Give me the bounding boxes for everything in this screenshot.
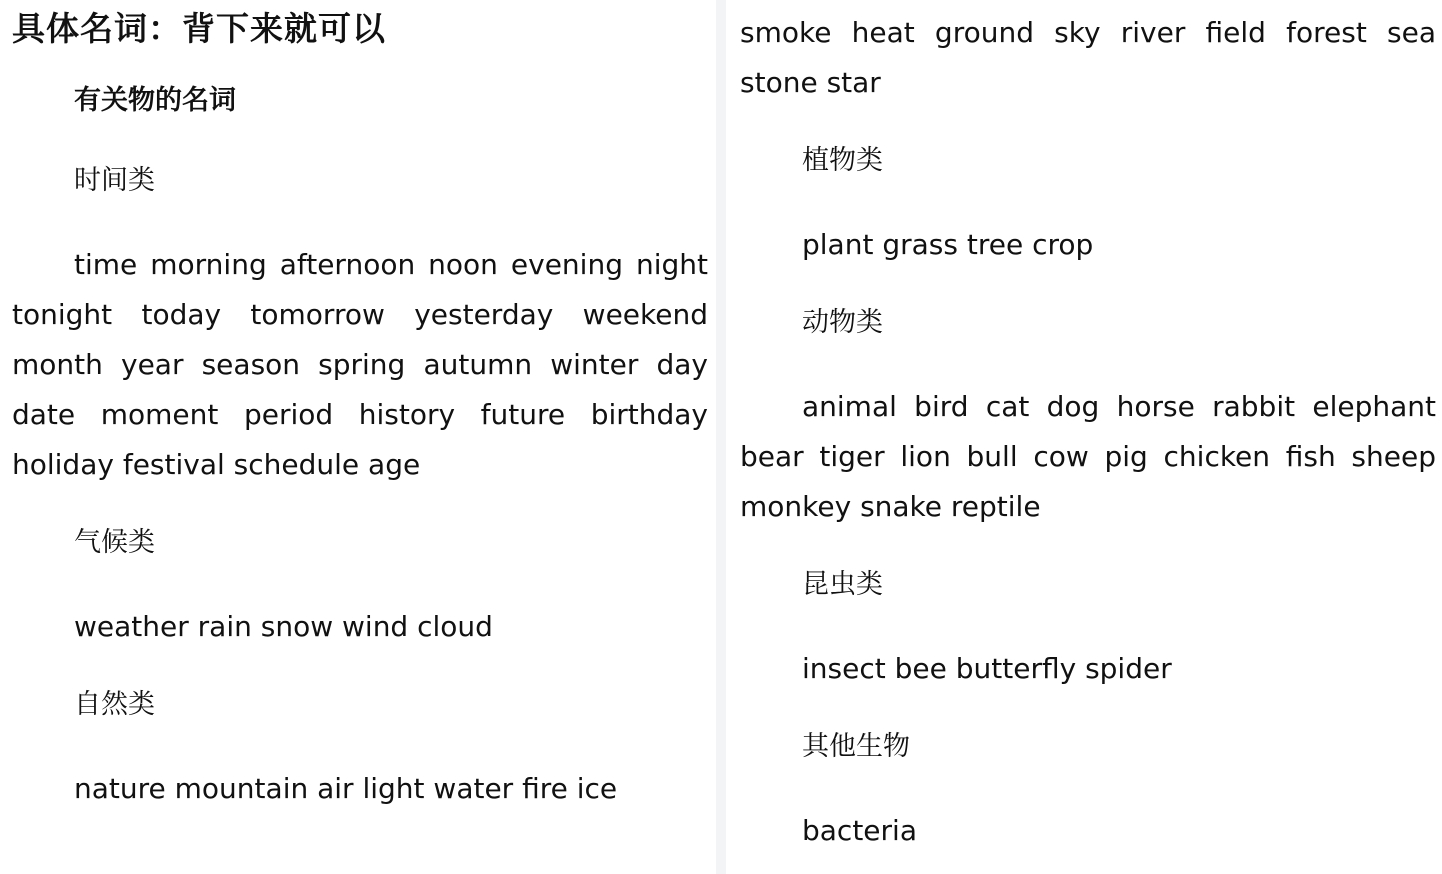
left-page [0, 0, 716, 874]
word-list-insects: insect bee butterfly spider [802, 652, 1172, 685]
category-label-plants: 植物类 [802, 145, 883, 176]
category-label-other: 其他生物 [802, 731, 910, 762]
word-list-nature: nature mountain air light water fire ice [74, 772, 618, 805]
category-label-weather: 气候类 [74, 527, 155, 558]
category-label-insects: 昆虫类 [802, 569, 883, 600]
page-title: 具体名词：背下来就可以 [12, 9, 386, 48]
word-list-other: bacteria [802, 814, 917, 847]
category-label-time: 时间类 [74, 165, 155, 196]
word-list-nature-continued: smoke heat ground sky river field forest sea stone star [740, 16, 1436, 99]
right-page [726, 0, 1442, 874]
word-list-plants: plant grass tree crop [802, 228, 1094, 261]
word-list-weather: weather rain snow wind cloud [74, 610, 493, 643]
category-label-nature: 自然类 [74, 689, 155, 720]
word-list-time: time morning afternoon noon evening night tonight today tomorrow yesterday weekend month year season spring autumn winter day date moment period history future birthday holiday festival schedule age [12, 248, 708, 481]
word-list-animals: animal bird cat dog horse rabbit elephant bear tiger lion bull cow pig chicken fish sheep monkey snake reptile [740, 390, 1436, 523]
category-label-animals: 动物类 [802, 307, 883, 338]
section-heading: 有关物的名词 [74, 85, 236, 116]
